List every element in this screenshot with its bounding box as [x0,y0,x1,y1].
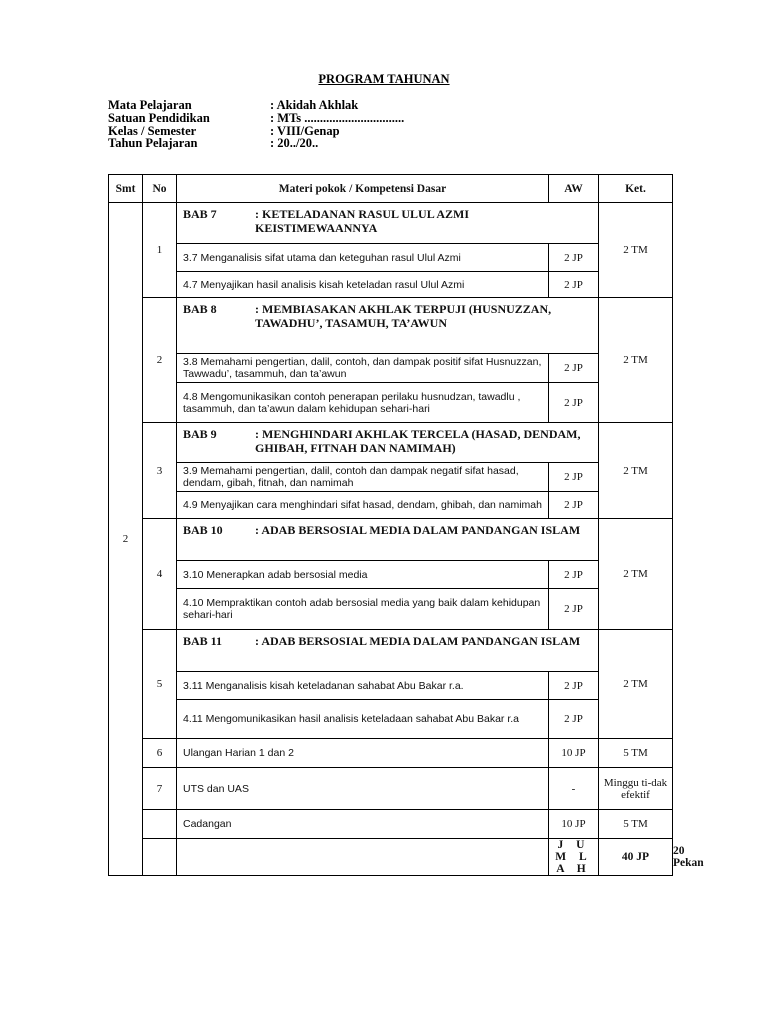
total-row: J U M L A H 40 JP 20 Pekan [109,839,673,876]
unit-no: 1 [143,203,177,298]
total-aw: 40 JP [599,839,673,876]
kd-aw: 2 JP [549,492,599,519]
bab-heading [177,630,599,672]
kd-aw: 2 JP [549,354,599,383]
kd-text: 3.8 Memahami pengertian, dalil, contoh, dan dampak positif sifat Husnuzzan, Tawwadu’, tasammuh, dan ta’awun [177,354,549,383]
extra-no: 7 [143,768,177,810]
kd-text: 3.9 Memahami pengertian, dalil, contoh dan dampak negatif sifat hasad, dendam, gibah, fitnah, dan namimah [177,463,549,492]
table-row [109,244,673,272]
kd-text: 3.7 Menganalisis sifat utama dan keteguhan rasul Ulul Azmi [177,244,549,272]
table-row [109,810,673,839]
document-title: PROGRAM TAHUNAN [318,72,450,86]
extra-aw: 10 JP [549,739,599,768]
extra-ket: 5 TM [599,810,673,839]
unit-ket: 2 TM [599,298,673,423]
kd-aw: 2 JP [549,272,599,298]
kd-aw: 2 JP [549,561,599,589]
table-row [109,739,673,768]
unit-ket: 2 TM [599,203,673,298]
bab-code: BAB 8 [183,302,217,316]
table-row [109,423,673,463]
table-row [109,672,673,700]
extra-no: 6 [143,739,177,768]
header-materi: Materi pokok / Kompetensi Dasar [177,175,549,203]
header-aw: AW [549,175,599,203]
kd-aw: 2 JP [549,244,599,272]
table-row [109,298,673,354]
total-empty-cell [143,839,177,876]
header-smt: Smt [109,175,143,203]
kd-text: 4.9 Menyajikan cara menghindari sifat hasad, dendam, ghibah, dan namimah [177,492,549,519]
unit-ket: 2 TM [599,423,673,519]
kd-aw: 2 JP [549,700,599,739]
bab-code: BAB 10 [183,523,223,537]
bab-heading [177,519,599,561]
table-row [109,492,673,519]
extra-ket: Minggu ti-dak efektif [599,768,673,810]
bab-title: : ADAB BERSOSIAL MEDIA DALAM PANDANGAN ISLAM [255,523,581,537]
meta-label: Kelas / Semester [108,123,197,138]
bab-heading [177,298,599,354]
unit-ket: 2 TM [599,519,673,630]
bab-title: : KETELADANAN RASUL ULUL AZMI KEISTIMEWAANNYA [255,207,470,235]
kd-aw: 2 JP [549,463,599,492]
table-row [109,354,673,383]
header-no: No [143,175,177,203]
kd-aw: 2 JP [549,672,599,700]
extra-text: Ulangan Harian 1 dan 2 [177,739,549,768]
unit-no: 3 [143,423,177,519]
unit-no: 4 [143,519,177,630]
table-row [109,589,673,630]
meta-label: Tahun Pelajaran [108,136,198,151]
table-row [109,768,673,810]
extra-text: Cadangan [177,810,549,839]
total-empty-cell [177,839,549,876]
kd-text: 4.11 Mengomunikasikan hasil analisis keteladaan sahabat Abu Bakar r.a [177,700,549,739]
meta-value: : VIII/Genap [270,123,340,138]
semester-cell: 2 [109,203,143,876]
bab-code: BAB 7 [183,207,217,221]
bab-heading [177,423,599,463]
bab-code: BAB 11 [183,634,223,648]
table-header-row [109,175,673,203]
unit-no: 5 [143,630,177,739]
meta-label: Satuan Pendidikan [108,110,210,125]
bab-heading [177,203,599,244]
kd-text: 4.10 Mempraktikan contoh adab bersosial media yang baik dalam kehidupan sehari-hari [177,589,549,630]
table-row [109,561,673,589]
kd-aw: 2 JP [549,589,599,630]
unit-ket: 2 TM [599,630,673,739]
table-row [109,383,673,423]
extra-aw: - [549,768,599,810]
meta-value: : Akidah Akhlak [270,98,359,112]
unit-no: 2 [143,298,177,423]
kd-aw: 2 JP [549,383,599,423]
kd-text: 4.8 Mengomunikasikan contoh penerapan perilaku husnudzan, tawadlu , tasammuh, dan ta’awun dalam kehidupan sehari-hari [177,383,549,423]
program-table [108,174,704,876]
table-row [109,272,673,298]
bab-title: : MENGHINDARI AKHLAK TERCELA (HASAD, DENDAM, GHIBAH, FITNAH DAN NAMIMAH) [255,427,581,455]
meta-value: : 20../20.. [270,136,319,151]
extra-no [143,810,177,839]
table-row [109,519,673,561]
bab-title: : MEMBIASAKAN AKHLAK TERPUJI (HUSNUZZAN, TAWADHU’, TASAMUH, TA’AWUN [255,302,552,330]
extra-aw: 10 JP [549,810,599,839]
meta-value: : MTs ................................ [270,110,405,125]
table-row [109,630,673,672]
extra-text: UTS dan UAS [177,768,549,810]
table-row [109,700,673,739]
table-row [109,203,673,244]
table-row [109,463,673,492]
bab-code: BAB 9 [183,427,217,441]
total-label: J U M L A H [549,839,599,876]
kd-text: 3.10 Menerapkan adab bersosial media [177,561,549,589]
kd-text: 3.11 Menganalisis kisah keteladanan sahabat Abu Bakar r.a. [177,672,549,700]
meta-label: Mata Pelajaran [108,98,192,112]
header-ket: Ket. [599,175,673,203]
kd-text: 4.7 Menyajikan hasil analisis kisah keteladan rasul Ulul Azmi [177,272,549,298]
bab-title: : ADAB BERSOSIAL MEDIA DALAM PANDANGAN ISLAM [255,634,581,648]
extra-ket: 5 TM [599,739,673,768]
